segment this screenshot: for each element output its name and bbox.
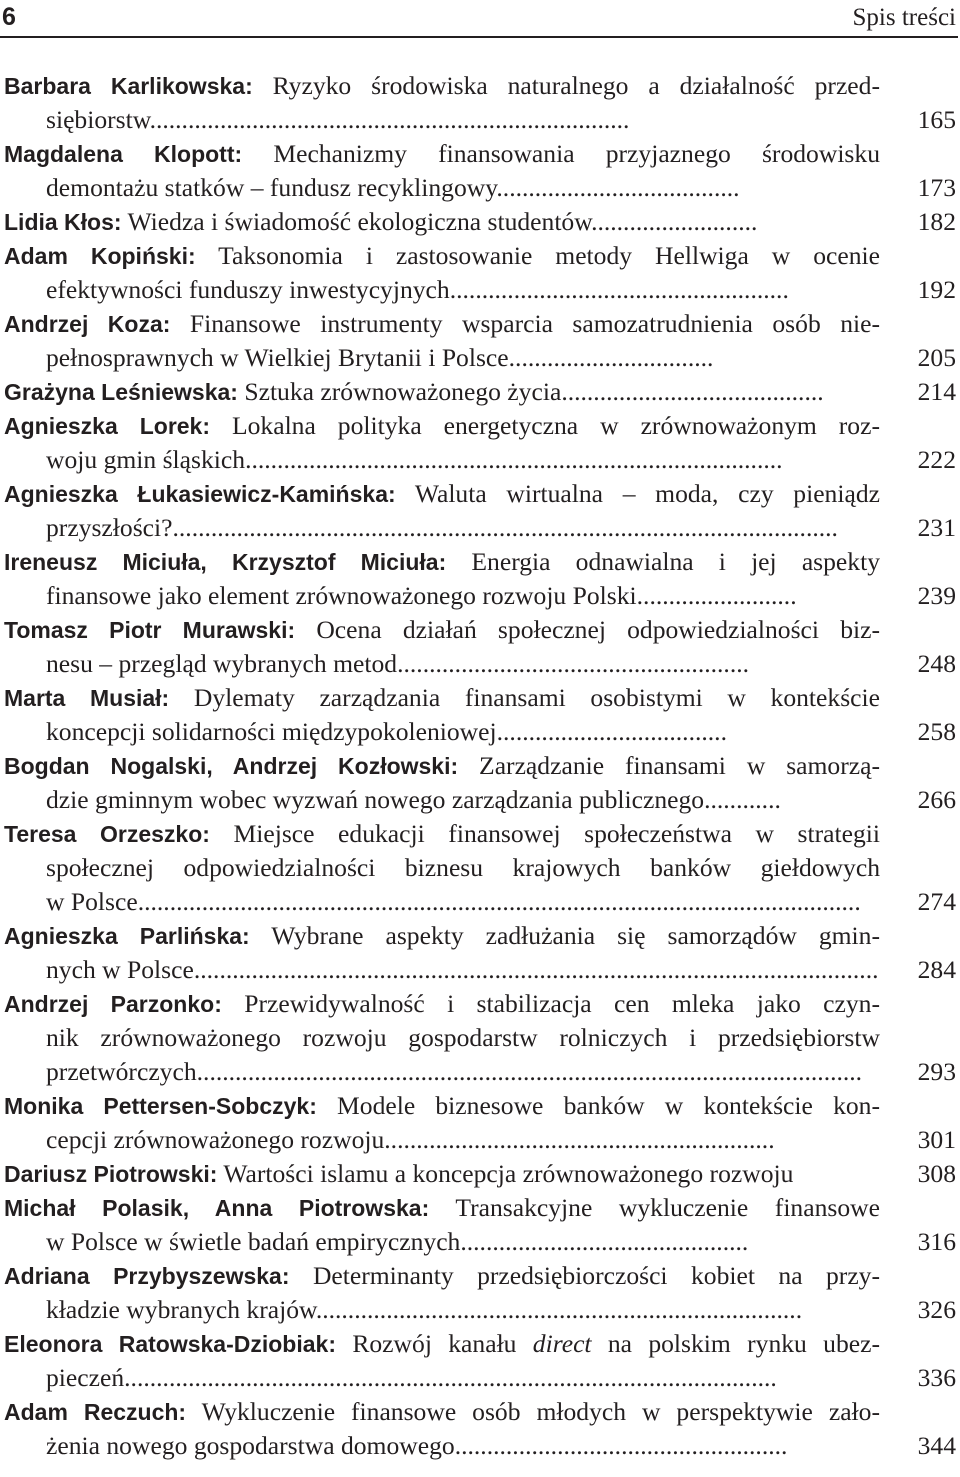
toc-entry-first-line: [0, 987, 880, 1021]
toc-author: Teresa Orzeszko:: [4, 821, 210, 847]
toc-title: woju gmin śląskich: [46, 445, 246, 474]
toc-entry-first-line: [0, 409, 880, 443]
toc-author: Barbara Karlikowska:: [4, 73, 253, 99]
toc-title: Wiedza i świadomość ekologiczna studentów: [121, 207, 592, 236]
toc-entry: [0, 1327, 960, 1395]
toc-dot-leader: ........................................................................................................: [196, 1057, 863, 1086]
toc-title: finansowe jako element zrównoważonego rozwoju Polski: [46, 581, 637, 610]
toc-title: Ocena działań społecznej odpowiedzialności biz-: [295, 615, 880, 644]
toc-author: Andrzej Parzonko:: [4, 991, 222, 1017]
toc-dot-leader: ...........................................................................................................: [193, 955, 879, 984]
toc-page-number: 344: [917, 1431, 956, 1460]
table-of-contents: [0, 69, 960, 1463]
toc-title-italic: direct: [532, 1329, 592, 1358]
toc-title: Wykluczenie finansowe osób młodych w perspektywie zało-: [186, 1397, 880, 1426]
toc-dot-leader: .........................................: [561, 377, 824, 406]
toc-author: Adam Reczuch:: [4, 1399, 187, 1425]
toc-author: Magdalena Klopott:: [4, 141, 243, 167]
toc-entry: [0, 69, 960, 137]
toc-dot-leader: ......................................................................................................: [124, 1363, 777, 1392]
toc-author: Tomasz Piotr Murawski:: [4, 617, 296, 643]
toc-title: koncepcji solidarności międzypokoleniowej: [46, 717, 497, 746]
running-title: Spis treści: [852, 4, 956, 31]
toc-dot-leader: .......................................................: [397, 649, 750, 678]
toc-entry-continuation-line: [0, 1361, 880, 1395]
toc-author: Agnieszka Lorek:: [4, 413, 211, 439]
toc-page-number: 182: [917, 207, 956, 236]
toc-entry: [0, 1259, 960, 1327]
toc-dot-leader: ............: [704, 785, 781, 814]
toc-page-number: 266: [917, 785, 956, 814]
toc-page-number: 222: [917, 445, 956, 474]
toc-dot-leader: .............................................: [460, 1227, 749, 1256]
toc-entry-continuation-line: [0, 885, 880, 919]
toc-author: Michał Polasik, Anna Piotrowska:: [4, 1195, 430, 1221]
toc-dot-leader: .........................: [636, 581, 797, 610]
toc-title: pieczeń: [46, 1363, 125, 1392]
toc-dot-leader: ..........................: [591, 207, 758, 236]
toc-entry-first-line: [0, 477, 880, 511]
toc-title: cepcji zrównoważonego rozwoju: [46, 1125, 385, 1154]
toc-dot-leader: .....................................................: [449, 275, 789, 304]
toc-entry-first-line: [0, 375, 880, 409]
toc-entry-first-line: [0, 681, 880, 715]
toc-entry-continuation-line: [0, 953, 880, 987]
toc-entry: [0, 205, 960, 239]
toc-page-number: 165: [917, 105, 956, 134]
toc-title: demontażu statków – fundusz recyklingowy: [46, 173, 497, 202]
toc-entry: [0, 239, 960, 307]
toc-entry: [0, 919, 960, 987]
toc-entry-first-line: [0, 1191, 880, 1225]
toc-dot-leader: .............................................................: [384, 1125, 775, 1154]
toc-dot-leader: ....................................................................................: [245, 445, 783, 474]
toc-entry-first-line: [0, 307, 880, 341]
toc-entry-first-line: [0, 613, 880, 647]
toc-author: Eleonora Ratowska-Dziobiak:: [4, 1331, 336, 1357]
toc-dot-leader: .................................................................................................................: [137, 887, 861, 916]
toc-entry-first-line: [0, 1327, 880, 1361]
toc-title: Transakcyjne wykluczenie finansowe: [429, 1193, 880, 1222]
toc-page-number: 293: [917, 1057, 956, 1086]
toc-title: Miejsce edukacji finansowej społeczeństwa w strategii: [209, 819, 880, 848]
toc-title: żenia nowego gospodarstwa domowego: [46, 1431, 455, 1460]
toc-entry-first-line: [0, 239, 880, 273]
toc-title: w Polsce: [46, 887, 138, 916]
toc-entry: [0, 137, 960, 205]
toc-entry-first-line: [0, 1395, 880, 1429]
toc-page-number: 336: [917, 1363, 956, 1392]
toc-entry-first-line: [0, 205, 880, 239]
toc-page-number: 284: [917, 955, 956, 984]
toc-page-number: 173: [917, 173, 956, 202]
toc-entry-continuation-line: [0, 579, 880, 613]
toc-entry: [0, 1395, 960, 1463]
toc-dot-leader: ....................................................: [454, 1431, 788, 1460]
toc-title: Finansowe instrumenty wsparcia samozatrudnienia osób nie-: [170, 309, 880, 338]
toc-dot-leader: ...........................................................................: [149, 105, 630, 134]
toc-entry-continuation-line: [0, 1225, 880, 1259]
toc-title: Ryzyko środowiska naturalnego a działalność przed-: [252, 71, 880, 100]
toc-entry: [0, 375, 960, 409]
toc-author: Dariusz Piotrowski:: [4, 1161, 218, 1187]
toc-entry-first-line: [0, 137, 880, 171]
toc-dot-leader: ........................................................................................................: [172, 513, 838, 542]
toc-entry: [0, 477, 960, 545]
toc-entry-continuation-line: [0, 783, 880, 817]
toc-title: nesu – przegląd wybranych metod: [46, 649, 398, 678]
toc-entry: [0, 749, 960, 817]
toc-title: kładzie wybranych krajów: [46, 1295, 316, 1324]
toc-entry: [0, 613, 960, 681]
toc-entry-continuation-line: [0, 715, 880, 749]
toc-title: Lokalna polityka energetyczna w zrównoważonym roz-: [210, 411, 880, 440]
toc-title: przetwórczych: [46, 1057, 197, 1086]
toc-entry-first-line: [0, 69, 880, 103]
header-rule: [0, 36, 958, 38]
toc-page-number: 308: [917, 1159, 956, 1188]
toc-entry-first-line: [0, 545, 880, 579]
toc-title: Energia odnawialna i jej aspekty: [446, 547, 880, 576]
toc-author: Bogdan Nogalski, Andrzej Kozłowski:: [4, 753, 459, 779]
toc-page-number: 258: [917, 717, 956, 746]
toc-entry: [0, 545, 960, 613]
toc-title: nych w Polsce: [46, 955, 194, 984]
toc-page-number: 326: [917, 1295, 956, 1324]
toc-title: Sztuka zrównoważonego życia: [237, 377, 562, 406]
toc-title: przyszłości?: [46, 513, 173, 542]
toc-page-number: 231: [917, 513, 956, 542]
toc-page-number: 248: [917, 649, 956, 678]
toc-author: Agnieszka Łukasiewicz-Kamińska:: [4, 481, 396, 507]
toc-entry-first-line: [0, 1089, 880, 1123]
toc-page-number: 316: [917, 1227, 956, 1256]
toc-entry-continuation-line: [0, 171, 880, 205]
toc-dot-leader: ............................................................................: [315, 1295, 803, 1324]
toc-author: Agnieszka Parlińska:: [4, 923, 250, 949]
toc-entry-first-line: [0, 749, 880, 783]
toc-title: Przewidywalność i stabilizacja cen mleka jako czyn-: [221, 989, 880, 1018]
page-header: [0, 0, 960, 36]
toc-title: nik zrównoważonego rozwoju gospodarstw rolniczych i przedsiębiorstw: [46, 1023, 880, 1052]
toc-entry-continuation-line: [0, 1429, 880, 1463]
toc-entry: [0, 307, 960, 375]
toc-page-number: 192: [917, 275, 956, 304]
toc-author: Grażyna Leśniewska:: [4, 379, 238, 405]
toc-entry-continuation-line: [0, 341, 880, 375]
toc-entry: [0, 1089, 960, 1157]
toc-title: Taksonomia i zastosowanie metody Hellwiga w ocenie: [195, 241, 880, 270]
toc-page-number: 274: [917, 887, 956, 916]
toc-entry: [0, 1191, 960, 1259]
toc-title: pełnosprawnych w Wielkiej Brytanii i Polsce: [46, 343, 509, 372]
toc-title: Wybrane aspekty zadłużania się samorządów gmin-: [249, 921, 880, 950]
toc-entry-continuation-line: [0, 273, 880, 307]
toc-entry-continuation-line: [0, 1293, 880, 1327]
toc-entry-first-line: [0, 919, 880, 953]
toc-author: Marta Musiał:: [4, 685, 170, 711]
toc-page-number: 205: [917, 343, 956, 372]
toc-entry-continuation-line: [0, 1055, 880, 1089]
toc-author: Ireneusz Miciuła, Krzysztof Miciuła:: [4, 549, 447, 575]
toc-title: Rozwój kanału: [336, 1329, 533, 1358]
toc-title: na polskim rynku ubez-: [591, 1329, 880, 1358]
toc-entry-continuation-line: [0, 1123, 880, 1157]
toc-entry-first-line: [0, 1157, 880, 1191]
toc-page-number: 214: [917, 377, 956, 406]
toc-title: Zarządzanie finansami w samorzą-: [458, 751, 880, 780]
toc-entry-first-line: [0, 1259, 880, 1293]
toc-title: dzie gminnym wobec wyzwań nowego zarządzania publicznego: [46, 785, 705, 814]
toc-entry: [0, 1157, 960, 1191]
toc-entry-continuation-line: [0, 851, 880, 885]
toc-title: Dylematy zarządzania finansami osobistymi w kontekście: [169, 683, 880, 712]
toc-entry-continuation-line: [0, 103, 880, 137]
toc-entry: [0, 817, 960, 919]
toc-page-number: 239: [917, 581, 956, 610]
toc-author: Adam Kopiński:: [4, 243, 196, 269]
toc-title: Determinanty przedsiębiorczości kobiet na przy-: [289, 1261, 880, 1290]
toc-author: Lidia Kłos:: [4, 209, 122, 235]
toc-dot-leader: ......................................: [496, 173, 740, 202]
toc-title: siębiorstw: [46, 105, 150, 134]
page-number: 6: [2, 3, 16, 31]
toc-entry: [0, 409, 960, 477]
toc-title: efektywności funduszy inwestycyjnych: [46, 275, 450, 304]
toc-title: Waluta wirtualna – moda, czy pieniądz: [395, 479, 880, 508]
toc-title: Wartości islamu a koncepcja zrównoważonego rozwoju: [217, 1159, 794, 1188]
toc-entry-continuation-line: [0, 1021, 880, 1055]
toc-entry-first-line: [0, 817, 880, 851]
toc-title: Modele biznesowe banków w kontekście kon-: [316, 1091, 880, 1120]
toc-title: społecznej odpowiedzialności biznesu krajowych banków giełdowych: [46, 853, 880, 882]
toc-entry-continuation-line: [0, 443, 880, 477]
toc-dot-leader: ................................: [508, 343, 714, 372]
toc-entry-continuation-line: [0, 647, 880, 681]
toc-author: Monika Pettersen-Sobczyk:: [4, 1093, 317, 1119]
toc-entry: [0, 681, 960, 749]
toc-author: Andrzej Koza:: [4, 311, 171, 337]
toc-page-number: 301: [917, 1125, 956, 1154]
toc-title: w Polsce w świetle badań empirycznych: [46, 1227, 461, 1256]
toc-author: Adriana Przybyszewska:: [4, 1263, 290, 1289]
toc-entry: [0, 987, 960, 1089]
toc-dot-leader: ....................................: [496, 717, 727, 746]
toc-entry-continuation-line: [0, 511, 880, 545]
toc-title: Mechanizmy finansowania przyjaznego środowisku: [242, 139, 880, 168]
